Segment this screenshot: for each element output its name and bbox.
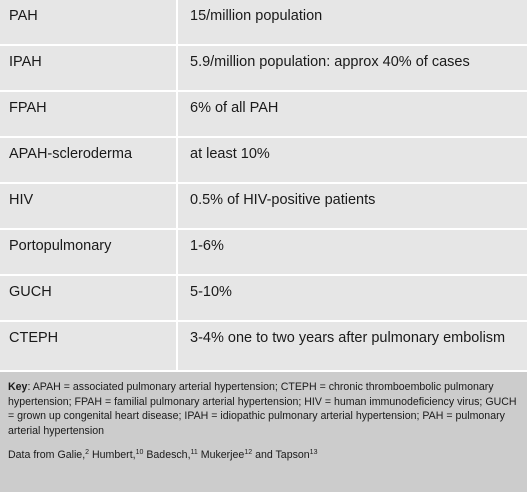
reference-number: 10 xyxy=(135,449,144,456)
prevalence-cell: 1-6% xyxy=(190,238,224,254)
condition-cell: Portopulmonary xyxy=(0,230,178,274)
condition-cell: IPAH xyxy=(0,46,178,90)
table-footnote xyxy=(0,372,527,492)
table-row xyxy=(0,322,527,370)
condition-cell: PAH xyxy=(0,0,178,44)
table-row xyxy=(0,92,527,138)
condition-cell: GUCH xyxy=(0,276,178,320)
reference-number: 2 xyxy=(85,449,90,456)
source-name: and Tapson xyxy=(255,449,310,461)
reference-number: 11 xyxy=(190,449,198,456)
table-row xyxy=(0,276,527,322)
condition-cell: APAH-scleroderma xyxy=(0,138,178,182)
source-line xyxy=(8,448,519,463)
table-row xyxy=(0,184,527,230)
source-name: Mukerjee xyxy=(200,449,245,461)
prevalence-cell: 5-10% xyxy=(190,284,232,300)
key-text: : APAH = associated pulmonary arterial hypertension; CTEPH = chronic thromboembolic pulmonary hypertension; FPAH = familial pulmonary arterial hypertension; HIV = human immunodeficiency virus; GUCH = grown up congenital heart disease; IPAH = idiopathic pulmonary arterial hypertension; PAH = pulmonary arterial hypertension xyxy=(8,381,517,437)
table-row xyxy=(0,138,527,184)
condition-cell: HIV xyxy=(0,184,178,228)
reference-number: 13 xyxy=(309,449,318,456)
prevalence-cell: 0.5% of HIV-positive patients xyxy=(190,192,376,208)
source-name: Humbert, xyxy=(92,449,136,461)
prevalence-cell: 15/million population xyxy=(190,8,323,24)
source-prefix: Data from xyxy=(8,449,55,461)
source-name: Galie, xyxy=(57,449,86,461)
table-row xyxy=(0,230,527,276)
condition-cell: CTEPH xyxy=(0,322,178,370)
reference-number: 12 xyxy=(244,449,253,456)
source-name: Badesch, xyxy=(146,449,191,461)
key-label: Key xyxy=(8,381,28,393)
table-row xyxy=(0,46,527,92)
prevalence-cell: 3-4% one to two years after pulmonary embolism xyxy=(190,330,506,346)
prevalence-cell: 5.9/million population: approx 40% of cases xyxy=(190,54,470,70)
condition-cell: FPAH xyxy=(0,92,178,136)
prevalence-cell: at least 10% xyxy=(190,146,270,162)
table-row xyxy=(0,0,527,46)
key-paragraph xyxy=(8,380,519,438)
prevalence-cell: 6% of all PAH xyxy=(190,100,279,116)
